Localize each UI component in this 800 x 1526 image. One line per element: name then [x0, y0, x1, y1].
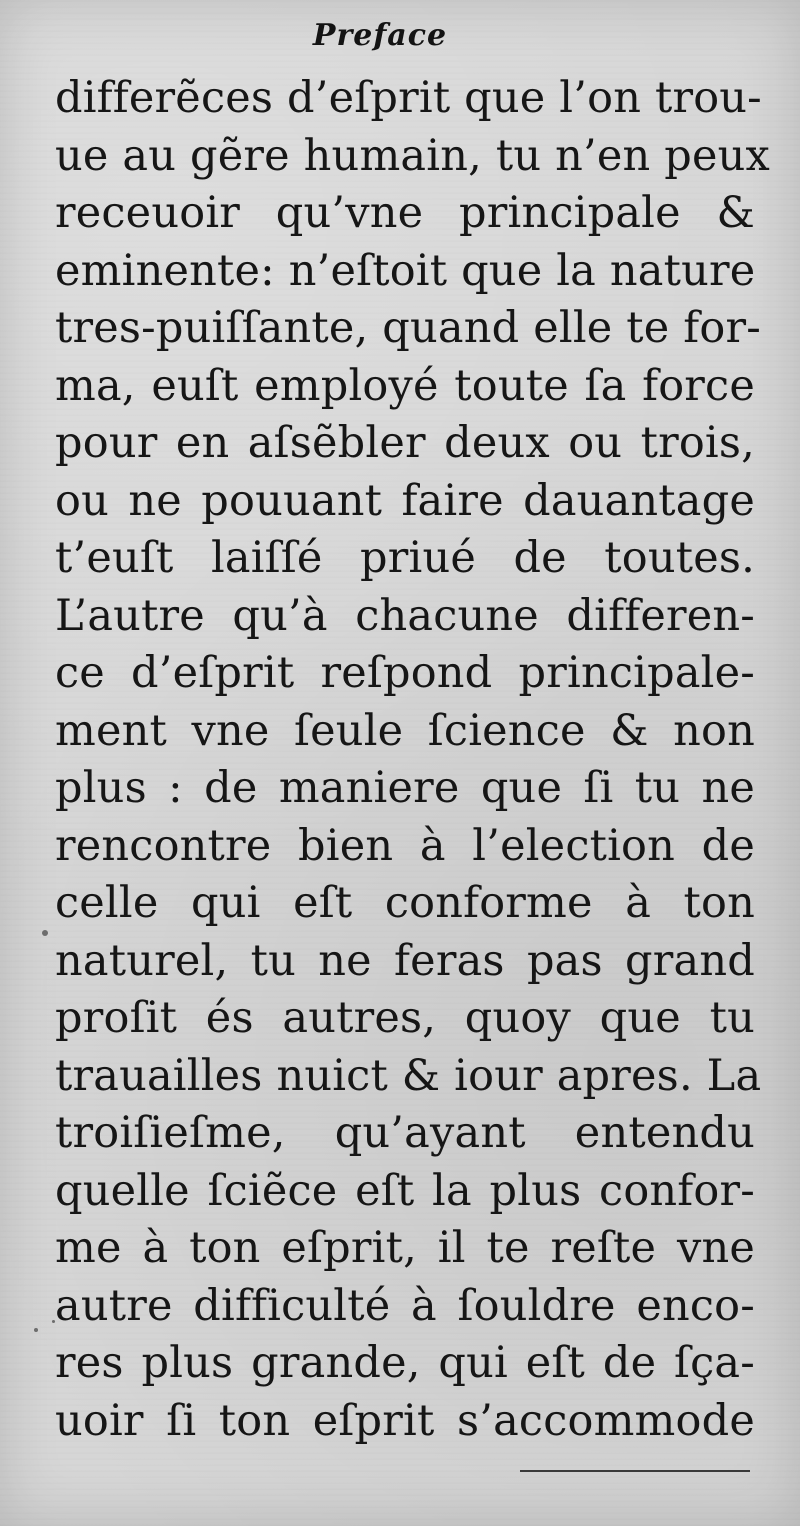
text-line: trauailles nuict & iour apres. La	[55, 1050, 762, 1101]
text-line: quelle ſciẽce eſt la plus confor-	[55, 1165, 755, 1216]
text-line: ma, euſt employé toute ſa force	[55, 360, 755, 411]
text-line: naturel, tu ne feras pas grand	[55, 935, 755, 986]
text-line: autre difficulté à ſouldre enco-	[55, 1280, 755, 1331]
text-line: t’euſt laiſſé priué de toutes.	[55, 533, 755, 583]
text-line: receuoir qu’vne principale &	[55, 188, 755, 238]
text-line: ue au gẽre humain, tu n’en peux	[55, 130, 770, 181]
text-line: res plus grande, qui eſt de ſça-	[55, 1338, 755, 1388]
text-line: me à ton eſprit, il te reſte vne	[55, 1223, 755, 1273]
text-line: uoir ſi ton eſprit s’accommode	[55, 1395, 755, 1446]
text-line: rencontre bien à l’election de	[55, 820, 755, 871]
running-head: Preface	[312, 18, 448, 53]
text-line: tres-puiſſante, quand elle te for-	[55, 303, 761, 353]
text-line: differẽces d’eſprit que l’on trou-	[55, 73, 762, 123]
text-line: eminente: n’eſtoit que la nature	[55, 245, 756, 296]
text-line: ou ne pouuant faire dauantage	[55, 475, 755, 526]
text-line: pour en aſsẽbler deux ou trois,	[55, 418, 755, 468]
ink-speck	[34, 1328, 38, 1332]
text-block	[55, 70, 770, 1450]
text-line: ce d’eſprit reſpond principale-	[55, 648, 755, 698]
text-line: L’autre qu’à chacune differen-	[55, 590, 755, 641]
text-line: troiſieſme, qu’ayant entendu	[55, 1108, 755, 1158]
text-line: celle qui eſt conforme à ton	[55, 878, 755, 928]
text-line: plus : de maniere que ſi tu ne	[55, 763, 755, 813]
ink-speck	[52, 1320, 55, 1323]
text-line: ment vne ſeule ſcience & non	[55, 705, 755, 756]
ink-speck	[42, 930, 48, 936]
bottom-rule	[520, 1470, 750, 1472]
text-line: proſit és autres, quoy que tu	[55, 993, 755, 1043]
